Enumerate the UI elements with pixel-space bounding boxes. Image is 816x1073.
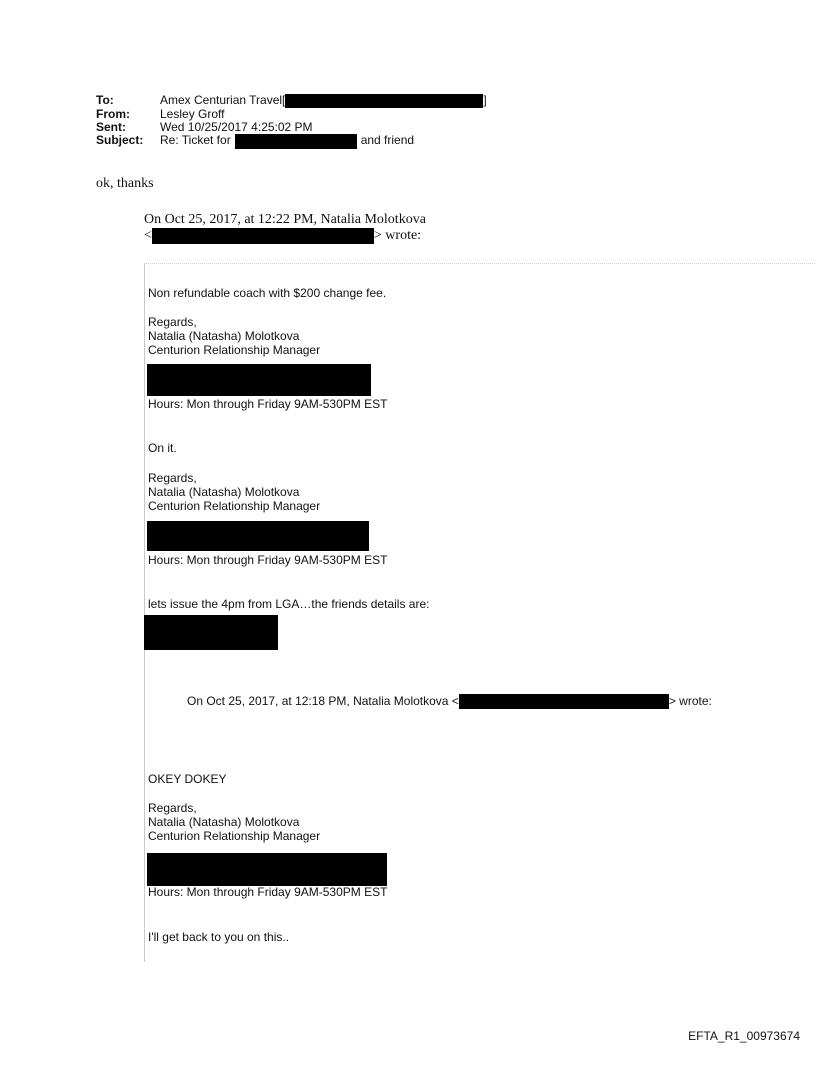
nested-intro-text: On Oct 25, 2017, at 12:18 PM, Natalia Molotkova < [187,694,459,708]
sent-label: Sent: [96,120,126,134]
wrote-text: > wrote: [373,228,422,244]
header-to-row [96,94,487,108]
reply-text: ok, thanks [96,176,154,191]
nested-quote-intro [187,694,712,709]
document-id: EFTA_R1_00973674 [688,1029,800,1043]
message-body: Non refundable coach with $200 change fee. [148,286,387,300]
from-value: Lesley Groff [160,107,225,121]
signature-block [148,471,320,513]
redaction-box [147,853,387,886]
quote-intro-line1: On Oct 25, 2017, at 12:22 PM, Natalia Molotkova [144,212,426,227]
nested-wrote: > wrote: [668,694,712,708]
sig-title: Centurion Relationship Manager [148,343,321,357]
sig-regards: Regards, [148,801,197,815]
subject-prefix: Re: Ticket for [160,133,231,147]
sig-name: Natalia (Natasha) Molotkova [148,815,300,829]
message-body: On it. [148,441,177,455]
redaction-box [285,94,483,108]
message-body: I'll get back to you on this.. [148,930,290,944]
header-subject-row [96,134,487,149]
message-body: OKEY DOKEY [148,772,227,786]
sig-name: Natalia (Natasha) Molotkova [148,485,300,499]
to-close: ] [483,93,487,107]
sig-title: Centurion Relationship Manager [148,829,321,843]
redaction-box [147,521,369,551]
from-label: From: [96,107,130,121]
redaction-box [147,364,371,396]
header-sent-row [96,121,487,134]
sig-regards: Regards, [148,471,197,485]
sig-regards: Regards, [148,315,197,329]
sig-name: Natalia (Natasha) Molotkova [148,329,300,343]
redaction-box [235,134,357,149]
to-label: To: [96,93,114,107]
sig-hours: Hours: Mon through Friday 9AM-530PM EST [148,553,388,567]
message-body: lets issue the 4pm from LGA…the friends details are: [148,597,430,611]
quote-intro-line2 [144,228,426,244]
subject-suffix: and friend [360,133,415,147]
sent-value: Wed 10/25/2017 4:25:02 PM [160,120,313,134]
quoted-thread [144,263,816,962]
sig-hours: Hours: Mon through Friday 9AM-530PM EST [148,397,388,411]
open-bracket: < [144,228,152,244]
sig-title: Centurion Relationship Manager [148,499,321,513]
signature-block [148,315,320,357]
redaction-box [459,694,669,709]
quote-intro [144,212,426,244]
subject-label: Subject: [96,133,144,147]
sig-hours: Hours: Mon through Friday 9AM-530PM EST [148,885,388,899]
email-header [96,94,487,149]
to-value: Amex Centurian Travel[ [160,93,286,107]
redaction-box [152,228,374,244]
signature-block [148,801,320,843]
redaction-box [144,615,278,650]
